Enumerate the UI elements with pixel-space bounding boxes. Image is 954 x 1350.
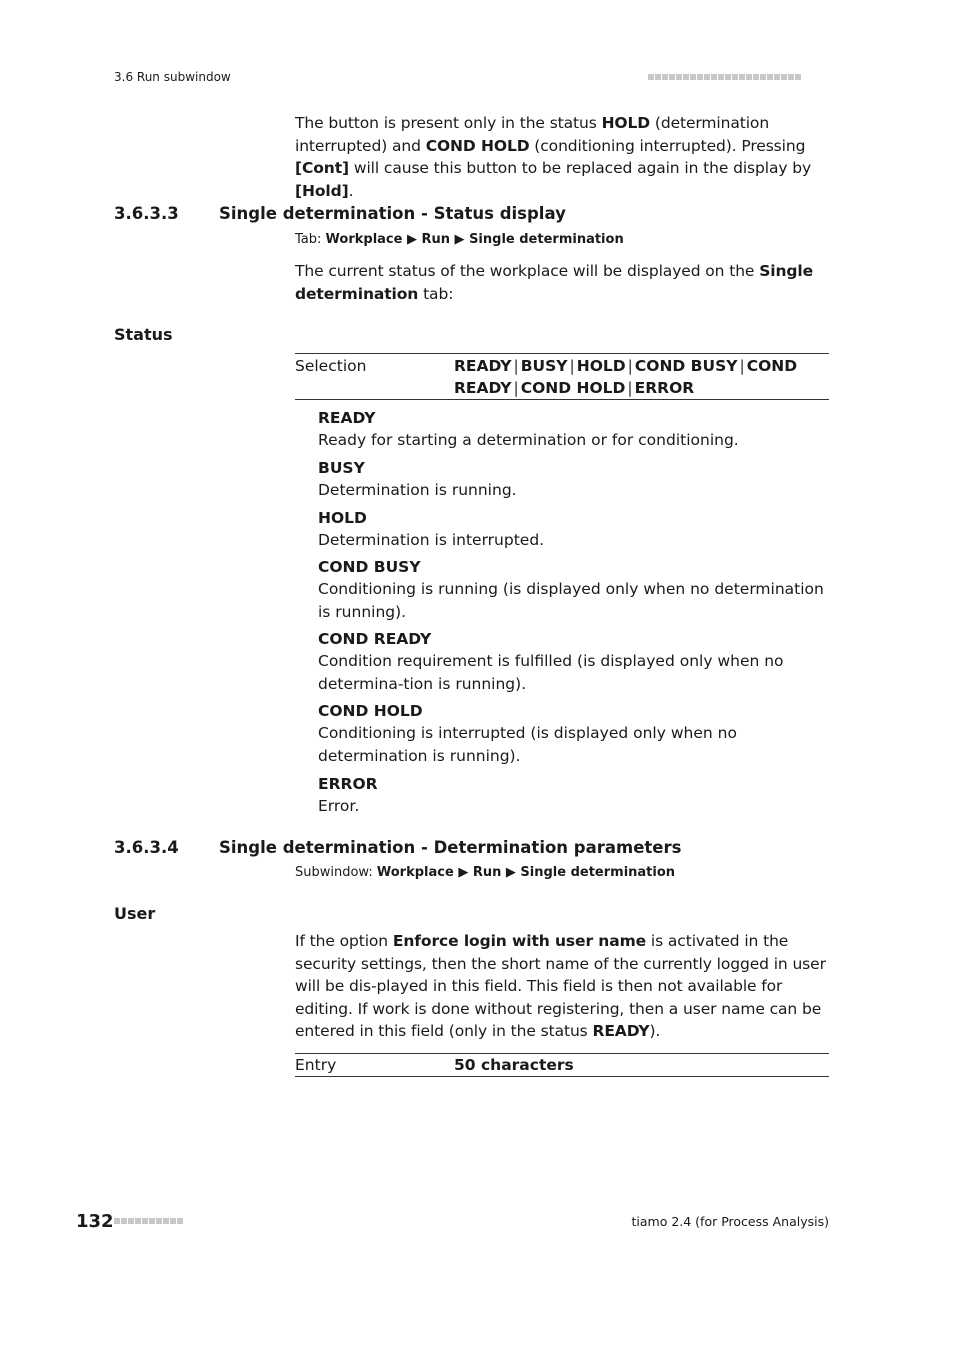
entry-term: ERROR xyxy=(318,775,378,793)
entry-term: HOLD xyxy=(318,509,367,527)
option-error: ERROR xyxy=(634,379,695,397)
intro-text-3: (conditioning interrupted). Pressing xyxy=(529,136,806,155)
user-bold-option: Enforce login with user name xyxy=(392,932,647,950)
intro-text-5: . xyxy=(348,181,354,200)
breadcrumb-prefix: Subwindow: xyxy=(295,865,377,880)
running-header-section: 3.6 Run subwindow xyxy=(114,70,231,84)
parameter-heading-user: User xyxy=(114,904,156,923)
entry-definition: Conditioning is running (is displayed only when no determination is running). xyxy=(318,580,824,621)
intro-bold-hold-button: [Hold] xyxy=(295,181,349,200)
selection-label: Selection xyxy=(295,357,367,375)
intro-paragraph xyxy=(295,112,829,202)
option-busy: BUSY xyxy=(520,357,568,375)
intro-bold-cont: [Cont] xyxy=(295,159,350,177)
intro-bold-hold: HOLD xyxy=(601,114,651,132)
status-entry-ready xyxy=(318,407,830,452)
section-heading-determination-parameters xyxy=(114,838,681,857)
user-entry-table xyxy=(295,1053,829,1077)
status-entry-busy xyxy=(318,457,830,502)
paragraph-text-1: The current status of the workplace will be displayed on the xyxy=(295,262,760,280)
user-text-3: ). xyxy=(649,1022,661,1040)
intro-text-4: will cause this button to be replaced again in the display by xyxy=(349,159,812,177)
entry-definition: Error. xyxy=(318,797,360,815)
paragraph-text-2: tab: xyxy=(418,284,454,303)
option-cond-ready: COND READY xyxy=(454,357,798,397)
paragraph-bold-tab-name: Single determination xyxy=(295,262,814,303)
status-entry-cond-ready xyxy=(318,628,830,695)
breadcrumb-prefix: Tab: xyxy=(295,232,326,247)
option-cond-busy: COND BUSY xyxy=(634,357,738,375)
status-entry-hold xyxy=(318,507,830,552)
status-display-paragraph xyxy=(295,260,829,305)
option-cond-hold: COND HOLD xyxy=(520,379,626,397)
user-text-2: is activated in the security settings, then the short name of the currently logged in user will be dis-played in this field. This field is then not available for editing. If work is done without registering, then a user name can be entered in this field (only in the status xyxy=(295,932,826,1040)
page-number: 132 xyxy=(76,1211,114,1232)
user-bold-ready: READY xyxy=(592,1022,650,1040)
footer-decorative-dots xyxy=(114,1218,183,1224)
status-entry-cond-hold xyxy=(318,700,830,767)
entry-definition: Condition requirement is fulfilled (is displayed only when no determina-tion is running). xyxy=(318,652,784,693)
entry-definition: Ready for starting a determination or for conditioning. xyxy=(318,431,739,449)
entry-definition: Determination is interrupted. xyxy=(318,531,545,549)
parameter-heading-status: Status xyxy=(114,325,173,344)
section-number: 3.6.3.4 xyxy=(114,838,179,857)
entry-term: COND HOLD xyxy=(318,702,423,720)
entry-term: COND READY xyxy=(318,630,432,648)
option-hold: HOLD xyxy=(576,357,626,375)
entry-definition: Determination is running. xyxy=(318,481,517,499)
user-paragraph xyxy=(295,930,829,1043)
section-title: Single determination - Status display xyxy=(219,204,566,223)
entry-term: READY xyxy=(318,409,376,427)
entry-label: Entry xyxy=(295,1056,337,1074)
section-title: Single determination - Determination parameters xyxy=(219,838,682,857)
intro-text-1: The button is present only in the status xyxy=(295,114,602,132)
option-ready: READY xyxy=(454,357,512,375)
breadcrumb-path: Workplace ▶ Run ▶ Single determination xyxy=(325,232,624,247)
status-entry-error xyxy=(318,773,830,818)
intro-text-2: (determination interrupted) and xyxy=(295,114,770,155)
user-text-1: If the option xyxy=(295,932,393,950)
entry-value: 50 characters xyxy=(454,1056,574,1074)
entry-term: COND BUSY xyxy=(318,558,421,576)
breadcrumb xyxy=(295,865,675,880)
breadcrumb xyxy=(295,232,624,247)
status-selection-table xyxy=(295,353,829,400)
status-entry-cond-busy xyxy=(318,556,830,623)
footer-product-name: tiamo 2.4 (for Process Analysis) xyxy=(631,1214,829,1229)
breadcrumb-path: Workplace ▶ Run ▶ Single determination xyxy=(376,865,676,880)
section-heading-status-display xyxy=(114,204,566,223)
intro-bold-cond-hold: COND HOLD xyxy=(425,136,530,155)
selection-values: READY | BUSY | HOLD | COND BUSY | COND READY | COND HOLD | ERROR xyxy=(454,357,798,397)
entry-definition: Conditioning is interrupted (is displayed only when no determination is running). xyxy=(318,724,737,765)
entry-term: BUSY xyxy=(318,459,365,477)
header-decorative-dots xyxy=(648,74,801,80)
section-number: 3.6.3.3 xyxy=(114,204,179,223)
